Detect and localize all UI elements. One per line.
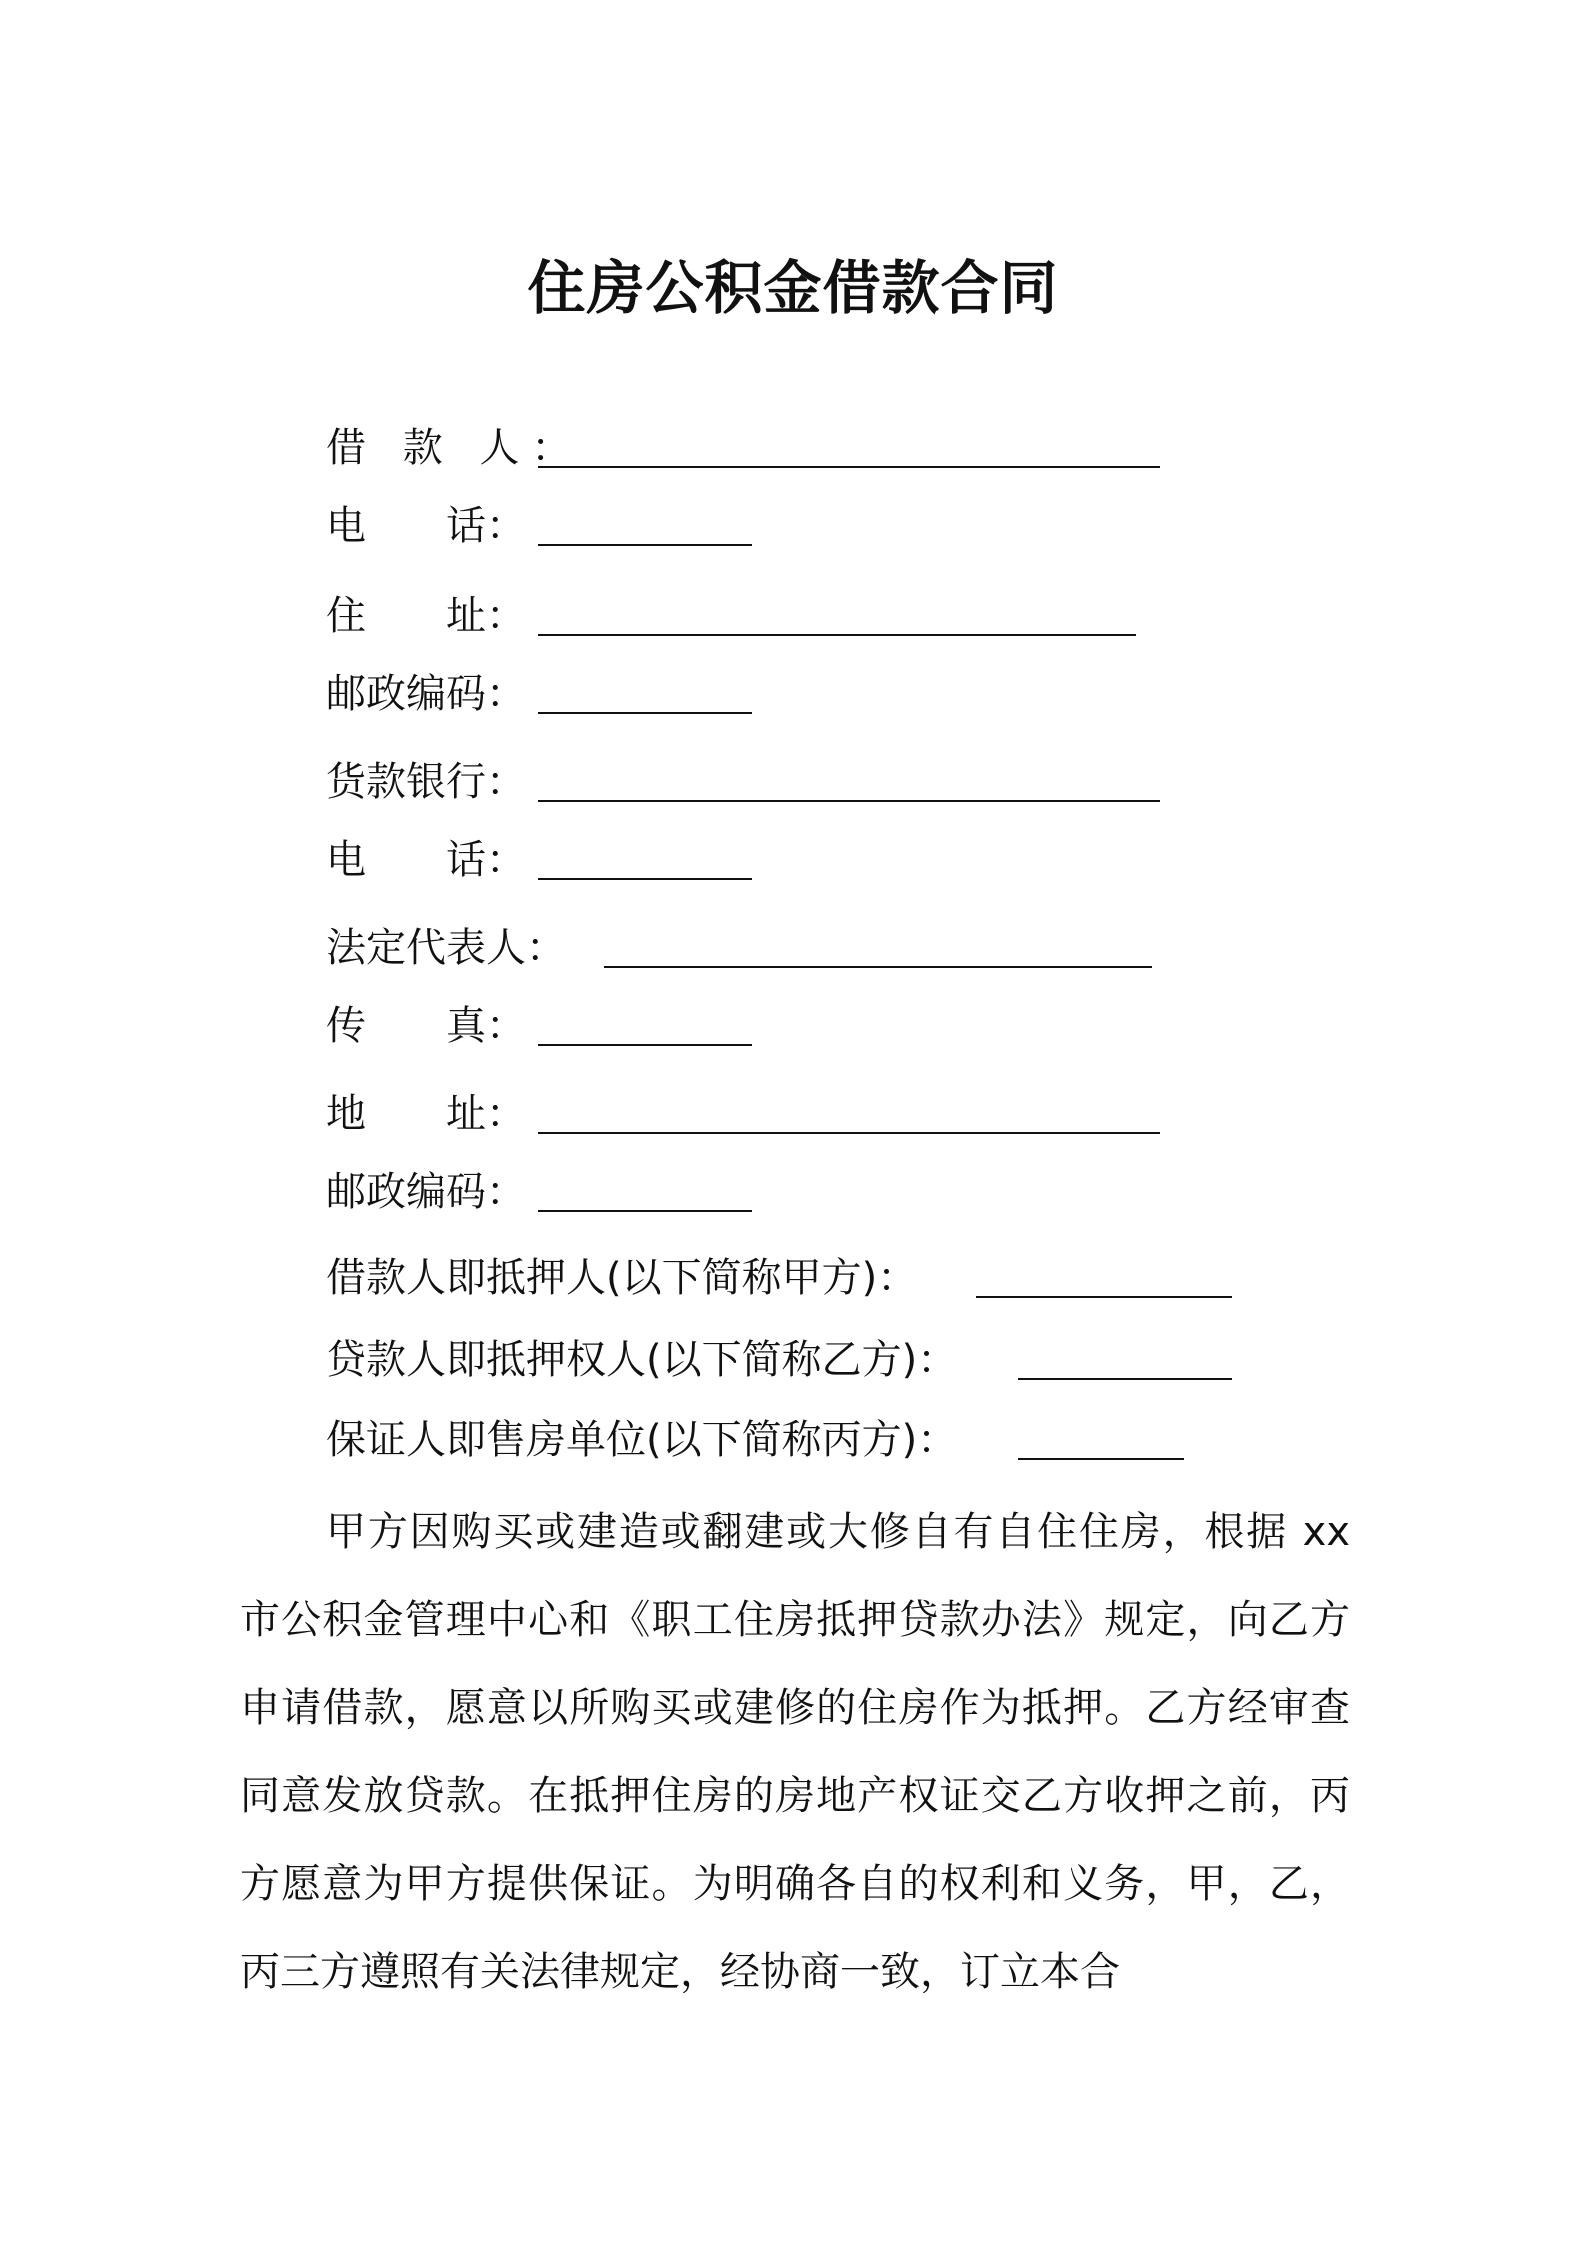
document-title: 住房公积金借款合同 bbox=[527, 254, 1059, 322]
bank-phone-blank[interactable] bbox=[538, 878, 752, 880]
borrower-label: 借 款 人： bbox=[326, 425, 584, 471]
party-c-label: 保证人即售房单位(以下简称丙方)： bbox=[326, 1417, 958, 1463]
borrower-address-blank[interactable] bbox=[538, 634, 1136, 636]
fax-blank[interactable] bbox=[538, 1044, 752, 1046]
bank-address-blank[interactable] bbox=[538, 1132, 1160, 1134]
borrower-address-label: 住 址： bbox=[326, 593, 526, 639]
bank-postcode-label: 邮政编码： bbox=[326, 1169, 526, 1215]
lender-bank-label: 货款银行： bbox=[326, 759, 526, 805]
party-c-blank[interactable] bbox=[1018, 1458, 1184, 1460]
borrower-phone-blank[interactable] bbox=[538, 544, 752, 546]
legal-rep-label: 法定代表人： bbox=[326, 925, 566, 971]
bank-postcode-blank[interactable] bbox=[538, 1210, 752, 1212]
borrower-blank[interactable] bbox=[538, 466, 1160, 468]
party-b-blank[interactable] bbox=[1018, 1378, 1232, 1380]
bank-phone-label: 电 话： bbox=[326, 837, 526, 883]
legal-rep-blank[interactable] bbox=[604, 966, 1152, 968]
party-b-label: 贷款人即抵押权人(以下简称乙方)： bbox=[326, 1337, 958, 1383]
borrower-postcode-blank[interactable] bbox=[538, 712, 752, 714]
borrower-phone-label: 电 话： bbox=[326, 503, 526, 549]
party-a-blank[interactable] bbox=[976, 1296, 1232, 1298]
fax-label: 传 真： bbox=[326, 1003, 526, 1049]
bank-address-label: 地 址： bbox=[326, 1091, 526, 1137]
party-a-label: 借款人即抵押人(以下简称甲方)： bbox=[326, 1255, 918, 1301]
lender-bank-blank[interactable] bbox=[538, 800, 1160, 802]
borrower-postcode-label: 邮政编码： bbox=[326, 671, 526, 717]
preamble-paragraph: 甲方因购买或建造或翻建或大修自有自住住房，根据 xx 市公积金管理中心和《职工住房抵押贷款办法》规定，向乙方申请借款，愿意以所购买或建修的住房作为抵押。乙方经审查同意发放贷款。在抵押住房的房地产权证交乙方收押之前，丙方愿意为甲方提供保证。为明确各自的权利和义务，甲，乙，丙三方遵照有关法律规定，经协商一致，订立本合 bbox=[240, 1509, 1350, 1995]
